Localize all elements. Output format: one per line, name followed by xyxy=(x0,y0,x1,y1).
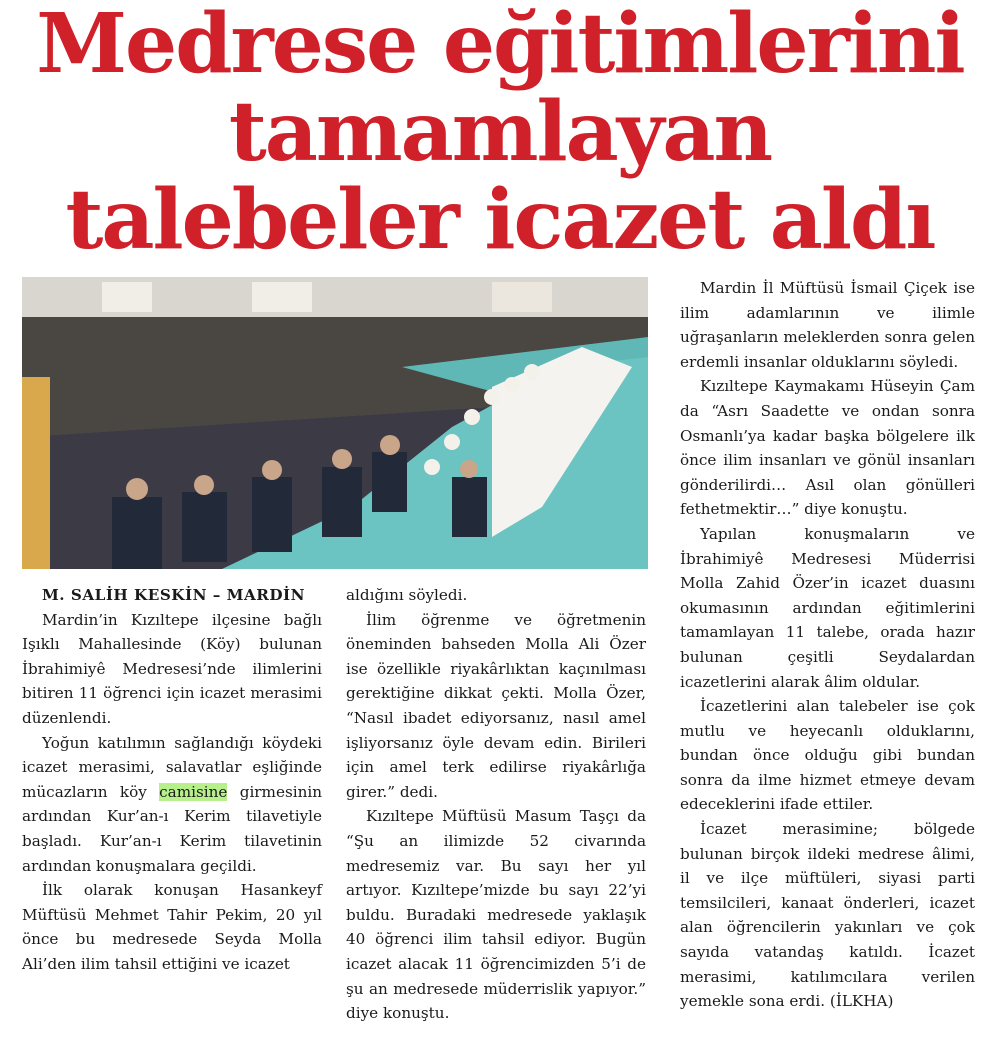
ceremony-photo xyxy=(22,277,648,569)
highlighted-word: camisine xyxy=(159,782,228,801)
paragraph: Kızıltepe Kaymakamı Hüseyin Çam da “Asrı Saadette ve ondan sonra Osmanlı’ya kadar başka bölgelere ilk önce ilim insanları ve gönül insanları gönderilirdi… Asıl olan gönülleri fethetmektir…” diye konuştu. xyxy=(680,377,975,519)
headline-line-2: tamamlayan xyxy=(228,84,772,180)
headline-line-1: Medrese eğitimlerini xyxy=(36,0,964,92)
paragraph: Kızıltepe Müftüsü Masum Taşçı da “Şu an ilimizde 52 civarında medresemiz var. Bu sayı her yıl artıyor. Kızıltepe’mizde bu sayı 22’yi buldu. Buradaki medresede yaklaşık 40 öğrenci ilim tahsil ediyor. Bugün icazet alacak 11 öğrencimizden 5’i de şu an medresede müderrislik yapıyor.” diye konuştu. xyxy=(346,807,646,1023)
paragraph: İlk olarak konuşan Hasankeyf Müftüsü Mehmet Tahir Pekim, 20 yıl önce bu medresede Seyda Molla Ali’den ilim tahsil ettiğini ve icazet xyxy=(22,881,322,973)
headline xyxy=(0,0,1000,270)
article-column-1 xyxy=(22,583,322,977)
paragraph: Mardin İl Müftüsü İsmail Çiçek ise ilim adamlarının ve ilimle uğraşanların meleklerden sonra gelen erdemli insanlar olduklarını söyledi. xyxy=(680,279,975,371)
paragraph: İcazet merasimine; bölgede bulunan birçok ildeki medrese âlimi, il ve ilçe müftüleri, siyasi parti temsilcileri, kanaat önderleri, icazet alan öğrencilerin yakınları ve çok sayıda vatandaş katıldı. İcazet merasimi, katılımcılara verilen yemekle sona erdi. (İLKHA) xyxy=(680,820,975,1011)
headline-line-3: talebeler icazet aldı xyxy=(65,172,935,268)
paragraph: Yapılan konuşmaların ve İbrahimiyê Medresesi Müderrisi Molla Zahid Özer’in icazet duasını okumasının ardından eğitimlerini tamamlayan 11 talebe, orada hazır bulunan çeşitli Seydalardan icazetlerini alarak âlim oldular. xyxy=(680,524,975,691)
paragraph: aldığını söyledi. xyxy=(346,586,468,604)
text-run: Yoğun katılımın sağlandığı köydeki icazet merasimi, salavatlar eşliğinde mücazların köy xyxy=(22,733,322,801)
byline: M. SALİH KESKİN – MARDİN xyxy=(42,586,306,604)
article-column-3 xyxy=(680,276,975,1014)
paragraph xyxy=(22,731,322,879)
article-column-2 xyxy=(346,583,646,1026)
paragraph: İcazetlerini alan talebeler ise çok mutlu ve heyecanlı olduklarını, bundan önce olduğu gibi bundan sonra da ilme hizmet etmeye devam edeceklerini ifade ettiler. xyxy=(680,697,975,814)
text-run: girmesinin ardından Kur’an-ı Kerim tilavetiyle başladı. Kur’an-ı Kerim tilavetinin ardından konuşmalara geçildi. xyxy=(22,782,323,875)
paragraph: Mardin’in Kızıltepe ilçesine bağlı Işıklı Mahallesinde (Köy) bulunan İbrahimiyê Medresesi’nde ilimlerini bitiren 11 öğrenci için icazet merasimi düzenlendi. xyxy=(22,610,322,727)
paragraph: İlim öğrenme ve öğretmenin öneminden bahseden Molla Ali Özer ise özellikle riyakârlıktan kaçınılması gerektiğine dikkat çekti. Molla Özer, “Nasıl ibadet ediyorsanız, nasıl amel işliyorsanız öyle devam edin. Birileri için amel terk edilirse riyakârlığa girer.” dedi. xyxy=(346,610,646,801)
